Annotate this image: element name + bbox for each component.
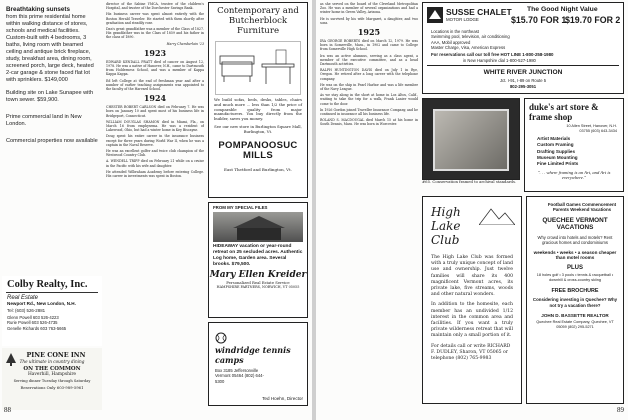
paragraph: Ira was an active alumnus, serving as a class agent, a member of the executive committee, and as a head Dartmouth activities. bbox=[320, 53, 418, 67]
sunsets-headline: Breathtaking sunsets bbox=[6, 6, 71, 13]
service-item: Fine Limited Prints bbox=[537, 161, 579, 166]
quechee-brochure: FREE BROCHURE bbox=[551, 288, 599, 294]
pine-cone-name: PINE CONE INN bbox=[26, 351, 86, 359]
paragraph: Dan's great grandfather was a member of the Class of 1827. His grandfather was in the Class of 1859 and his father in the class of 1890. bbox=[106, 27, 204, 40]
colby-agents bbox=[7, 315, 102, 331]
paragraph: ROLAND S. MACDOUGAL died March 15 at his home in South Dennis, Mass. He was born in Worcester. bbox=[320, 118, 418, 127]
colby-divider bbox=[6, 292, 98, 293]
quechee-plus: PLUS bbox=[566, 265, 583, 271]
dukes-services bbox=[537, 136, 623, 167]
agent-1: Glenn Powell 603 526-4223 bbox=[7, 315, 59, 320]
page-number-left: 88 bbox=[4, 406, 11, 414]
pine-cone-icon bbox=[6, 351, 16, 364]
chalet-deal: The Good Night Value bbox=[527, 6, 598, 13]
year-heading-1924: 1924 bbox=[143, 93, 167, 104]
pine-cone-town: Haverhill, Hampshire bbox=[27, 372, 77, 377]
quechee-title: QUECHEE VERMONT VACATIONS bbox=[542, 216, 608, 232]
service-item: Museum Mounting bbox=[537, 154, 578, 160]
commercial-listing: Prime commercial land in New London. bbox=[6, 113, 82, 127]
pompanoosuc-mills-ad bbox=[208, 2, 308, 198]
paragraph: A. WENDELL TRIPP died on February 21 while on a cruise in the Pacific with his wife and daughter. bbox=[106, 159, 204, 168]
pine-cone-hours: Serving dinner Tuesday through Saturday bbox=[13, 379, 91, 383]
quechee-plus-body: 18 holes golf • 3 pools • tennis & racquetball • downhill & cross-country skiing bbox=[536, 273, 614, 282]
dukes-tagline: ". . . where framing is an Art, and Art is everywhere." bbox=[537, 170, 611, 181]
paragraph: In 1926 Gordon joined Traveller Insurance Company, and he continued in insurance all his business life. bbox=[320, 107, 418, 117]
dukes-name: duke's art store & frame shop bbox=[529, 102, 599, 122]
sunsets-body: from this prime residential home within walking distance of stores, schools and medical facilities. Custom-built with 4 bedrooms, 3 baths, living room with beamed ceiling and antique brick fireplace, study, breakfast area, dining room, screened porch, large deck, heated 2-car garage & stone faced flat lot with sprinklers. $149,000 bbox=[6, 13, 94, 83]
colby-phone: Tel: (603) 526-2881 bbox=[7, 308, 46, 313]
framed-art-inner bbox=[433, 109, 509, 171]
quechee-banner: Football Games Commencement Parents Weekend Vacations bbox=[547, 202, 617, 213]
right-page bbox=[316, 0, 628, 420]
paragraph: EDWARD KENDALL PRATT died of cancer on August 12, 1978. He was a native of Hanover, N.H., came to Dartmouth from Holderness School, and was a member of Kappa Kappa Kappa. bbox=[106, 59, 204, 77]
dukes-address: 10 Allen Street, Hanover, N.H. 03755 (603) 643-3434 bbox=[566, 124, 617, 133]
windridge-director: Ted Hoehn, Director bbox=[262, 396, 303, 401]
paragraph: He was on the ship in Pearl Harbor and was a life member of the Navy League. bbox=[320, 82, 418, 92]
paragraph: IRA GEORGE ROBERTS died on March 12, 1979. He was born in Somerville, Mass., in 1902 and came to College from Somerville High School. bbox=[320, 39, 418, 52]
pine-cone-tagline: The ultimate in country dining bbox=[19, 359, 85, 364]
chalet-divider bbox=[427, 65, 619, 66]
chalet-price-2: $19.70 FOR 2 bbox=[565, 15, 621, 25]
special-files-ad bbox=[208, 202, 308, 318]
colby-realty-ad bbox=[2, 276, 102, 346]
chalet-price-1: $15.70 FOR 1 bbox=[511, 15, 567, 25]
chalet-features bbox=[431, 29, 510, 51]
photo-caption: #65. Conservation framed to archival standards. bbox=[422, 179, 517, 184]
furniture-locations: East Thetford and Burlington, Vt. bbox=[224, 166, 292, 172]
signoff: Harry Chamberlain '23 bbox=[166, 41, 204, 46]
quechee-contact: JOHN D. BASSETTE REALTOR bbox=[541, 313, 609, 319]
windridge-address: Box 3185 Jeffersonville Vermont 05464 (802) 644-5300 bbox=[215, 368, 264, 384]
paragraph: as she served on the board of the Cleveland Metropolitan Zoo. He was a member of several organizations and had a winter home in Green Valley, Arizona. bbox=[320, 2, 418, 15]
quechee-contact-sub: Quechee Real Estate Company, Quechee, VT 05059 (802) 295-5271 bbox=[536, 320, 614, 330]
high-lake-contact: For details call or write RICHARD F. DUDLEY, Sharon, VT 05065 or telephone (802) 765-9983 bbox=[431, 343, 511, 362]
realtor-address: HAMPSHIRE PARTNERS, NORWICH, VT 05055 bbox=[216, 285, 300, 289]
hideaway-text: HIDEAWAY vacation or year-round retreat on 25 secluded acres. Authentic Log home, Garden area. Several brooks. $79,500. bbox=[213, 244, 303, 267]
quechee-question: Considering investing in Quechee? Why not try a vacation there? bbox=[532, 297, 618, 308]
furniture-body: We build sofas, beds, desks, tables, chairs and much more ... less than 1/2 the price of comparable quality from major manufacturers. You buy directly from the builder, saves you money. bbox=[214, 97, 302, 122]
service-item: Drafting Supplies bbox=[537, 148, 576, 154]
chalet-hotline-nh: in New Hampshire dial 1-800-527-1980 bbox=[463, 58, 536, 63]
service-item: Custom Framing bbox=[537, 142, 574, 148]
paragraph: Doug spent his entire career in the insurance business except for three years during World War II, when he was a captain in the Naval Reserve. bbox=[106, 134, 204, 147]
tennis-ball-icon bbox=[215, 329, 227, 348]
agent-2: Rurie Powell 603 526-4735 bbox=[7, 320, 58, 326]
white-river-heading: WHITE RIVER JUNCTION bbox=[483, 69, 563, 76]
class-notes-column-right bbox=[320, 2, 418, 298]
quechee-weekends: weekends • weeks • a season cheaper than motel rooms bbox=[533, 249, 617, 261]
paragraph: His business career was spent almost entirely with the Boston Herald Traveler. He started with them shortly after graduation and steadily rose. bbox=[106, 12, 204, 25]
chalet-logo-icon bbox=[427, 7, 443, 23]
paragraph: As we stay along in the short at home in Los Altos, Calif., waiting to take the trip for a walk, Frank Lanier would come to the door. bbox=[320, 93, 418, 106]
furniture-title: Contemporary and Butcherblock Furniture bbox=[217, 6, 299, 36]
high-lake-body-2: In addition to the homesite, each member has an undivided 1/12 interest in the common area and facilities. If you want a truly private wilderness retreat that will maintain only a small portion of it. bbox=[431, 302, 513, 339]
paragraph: CHESTER ROBERT CARLSON died on February 7. He was born on January 10 and spent most of his business life in Bridgeport, Connecticut. bbox=[106, 105, 204, 118]
quechee-vacations-ad bbox=[526, 196, 624, 404]
commercial-available: Commercial properties now available bbox=[6, 137, 98, 144]
lake-listing: Building site on Lake Sunapee with town sewer. $59,900. bbox=[6, 89, 94, 103]
class-notes-column-2 bbox=[106, 2, 204, 402]
pine-cone-common: ON THE COMMON bbox=[23, 366, 81, 372]
log-home-photo bbox=[213, 212, 303, 242]
colby-address: Newport Rd., New London, N.H. bbox=[7, 301, 76, 306]
feature-item: Locations in the northeast bbox=[431, 29, 479, 34]
paragraph: Ed left College at the end of freshman year and after a number of earlier teaching assignments was appointed to the faculty of the Harvard School. bbox=[106, 78, 204, 92]
framed-art-photo bbox=[422, 98, 520, 180]
service-item: Artist Materials bbox=[537, 136, 571, 142]
agent-3: Genelle Richards 603 763-5665 bbox=[7, 325, 67, 331]
year-heading-1923: 1923 bbox=[143, 47, 167, 58]
colby-sub: Real Estate bbox=[7, 295, 39, 301]
chalet-sub: MOTOR LODGE bbox=[446, 17, 479, 22]
susse-chalet-ad bbox=[422, 2, 624, 94]
feature-item: AAA, Mobil approved bbox=[431, 39, 471, 45]
feature-item: Master Charge, Visa, American Express bbox=[431, 45, 506, 51]
colby-name: Colby Realty, Inc. bbox=[7, 279, 88, 290]
realtor-signature: Mary Ellen Kreider bbox=[209, 270, 307, 280]
pompanoosuc-logo: POMPANOOSUC MILLS bbox=[218, 139, 298, 161]
white-river-address: Jct. I-91, I-89 on Route 5 bbox=[499, 78, 547, 83]
year-heading-1925: 1925 bbox=[357, 27, 381, 38]
paragraph: He was an excellent golfer and twice club champion of the Westwood Country Club. bbox=[106, 149, 204, 158]
furniture-illustration bbox=[215, 41, 301, 95]
high-lake-club-ad bbox=[422, 196, 522, 404]
left-page bbox=[0, 0, 312, 420]
mountain-icon bbox=[479, 205, 515, 229]
chalet-hotline: For reservations call our toll free HOT LINE 1-800-258-1980 bbox=[431, 52, 554, 57]
special-files-header: FROM MY SPECIAL FILES bbox=[213, 205, 268, 210]
real-estate-ad bbox=[2, 2, 100, 274]
high-lake-title: High Lake Club bbox=[431, 205, 461, 247]
feature-item: Swimming pool, television, air conditioning bbox=[431, 34, 510, 40]
paragraph: He is survived by his wife Margaret, a daughter, and two sons. bbox=[320, 16, 418, 25]
windridge-ad bbox=[208, 322, 308, 406]
windridge-title: windridge tennis camps bbox=[215, 345, 291, 365]
page-number-right: 89 bbox=[617, 406, 624, 414]
white-river-phone: 802-295-3051 bbox=[509, 84, 537, 89]
paragraph: RALPH HUNTINGTON DAVIS died on July 1 in Rye, Oregon. He retired after a long career with the telephone company. bbox=[320, 68, 418, 81]
furniture-cta: See our new store in Burlington Square Mall, Burlington, Vt. bbox=[214, 123, 302, 134]
pine-cone-inn-ad bbox=[2, 348, 102, 410]
paragraph: He attended Wilbraham Academy before entering College. His career in investments was spent in Boston. bbox=[106, 169, 204, 179]
dukes-art-store-ad bbox=[524, 98, 624, 192]
quechee-why: Why crowd into hotels and motels? Rent gracious homes and condominiums bbox=[537, 235, 613, 246]
high-lake-body-1: The High Lake Club was formed with a truly unique concept of land use and ownership. Just twelve families will share its 400 magnificent Vermont acres, its private lake, five streams, woods and other natural wonders. bbox=[431, 255, 513, 298]
realtor-sub: Personalized Real Estate Service bbox=[226, 280, 290, 285]
chalet-name: SUSSE CHALET bbox=[446, 7, 512, 17]
paragraph: WILLIAM DOUGLAS SHAMON died in Miami, Fla., on March 16 from emphysema. He was a resident of Lakewood, Ohio, but had a winter home in Key Biscayne. bbox=[106, 119, 204, 133]
pine-cone-reservations: Reservations Only 603-989-5961 bbox=[20, 385, 84, 390]
paragraph: director of the Sabine YMCA, trustee of the children's Hospital, and trustee of the Dorchester Savings Bank. bbox=[106, 2, 204, 11]
